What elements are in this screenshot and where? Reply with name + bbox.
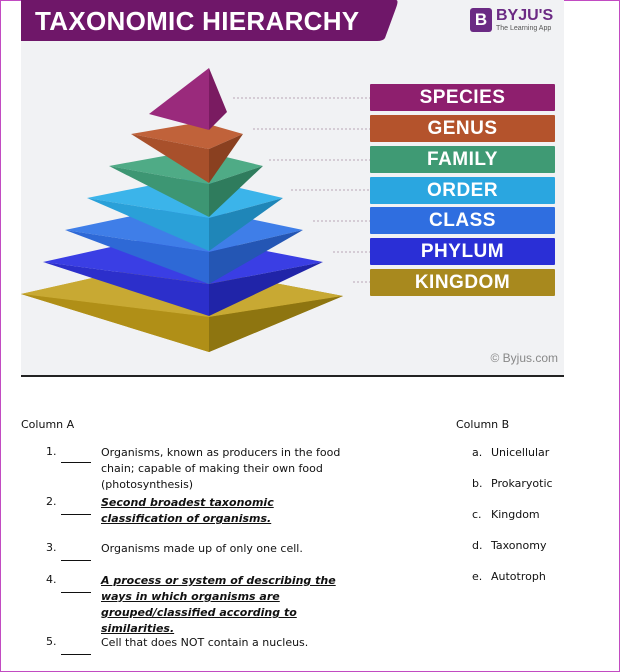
rank-label-species: SPECIES — [370, 84, 555, 111]
rank-label-kingdom: KINGDOM — [370, 269, 555, 296]
option-letter: c. — [472, 508, 482, 521]
answer-blank[interactable] — [61, 644, 91, 655]
rank-label-order: ORDER — [370, 177, 555, 204]
answer-blank[interactable] — [61, 582, 91, 593]
figure-title: TAXONOMIC HIERARCHY — [35, 6, 360, 36]
logo-name: BYJU'S — [496, 7, 554, 24]
option-text: Autotroph — [491, 570, 546, 583]
rank-label-family: FAMILY — [370, 146, 555, 173]
option-letter: b. — [472, 477, 483, 490]
logo-mark-icon: B — [470, 8, 492, 32]
rank-label-phylum: PHYLUM — [370, 238, 555, 265]
question-text: Organisms made up of only one cell. — [101, 542, 303, 555]
question-number: 3. — [46, 541, 57, 554]
answer-blank[interactable] — [61, 504, 91, 515]
answer-blank[interactable] — [61, 452, 91, 463]
question-number: 5. — [46, 635, 57, 648]
logo-tagline: The Learning App — [496, 25, 552, 32]
pyramid-tier-species — [149, 68, 209, 130]
question-text: Second broadest taxonomic classification of organisms. — [101, 496, 274, 525]
option-text: Unicellular — [491, 446, 550, 459]
rank-label-genus: GENUS — [370, 115, 555, 142]
option-text: Kingdom — [491, 508, 540, 521]
option-letter: d. — [472, 539, 483, 552]
question-number: 4. — [46, 573, 57, 586]
question-text: A process or system of describing the ways in which organisms are grouped/classified according to similarities. — [101, 574, 336, 635]
question-text: Cell that does NOT contain a nucleus. — [101, 636, 309, 649]
rank-label-class: CLASS — [370, 207, 555, 234]
option-text: Prokaryotic — [491, 477, 553, 490]
question-number: 2. — [46, 495, 57, 508]
option-text: Taxonomy — [491, 539, 547, 552]
taxonomy-figure — [21, 0, 564, 376]
option-letter: e. — [472, 570, 483, 583]
question-number: 1. — [46, 445, 57, 458]
column-a-header: Column A — [21, 418, 75, 431]
question-text: Organisms, known as producers in the food chain; capable of making their own food (photosynthesis) — [101, 446, 341, 491]
copyright-text: © Byjus.com — [490, 351, 558, 365]
question-5 — [0, 635, 620, 655]
option-letter: a. — [472, 446, 483, 459]
column-b-header: Column B — [456, 418, 510, 431]
figure-divider — [21, 375, 564, 377]
answer-blank[interactable] — [61, 550, 91, 561]
